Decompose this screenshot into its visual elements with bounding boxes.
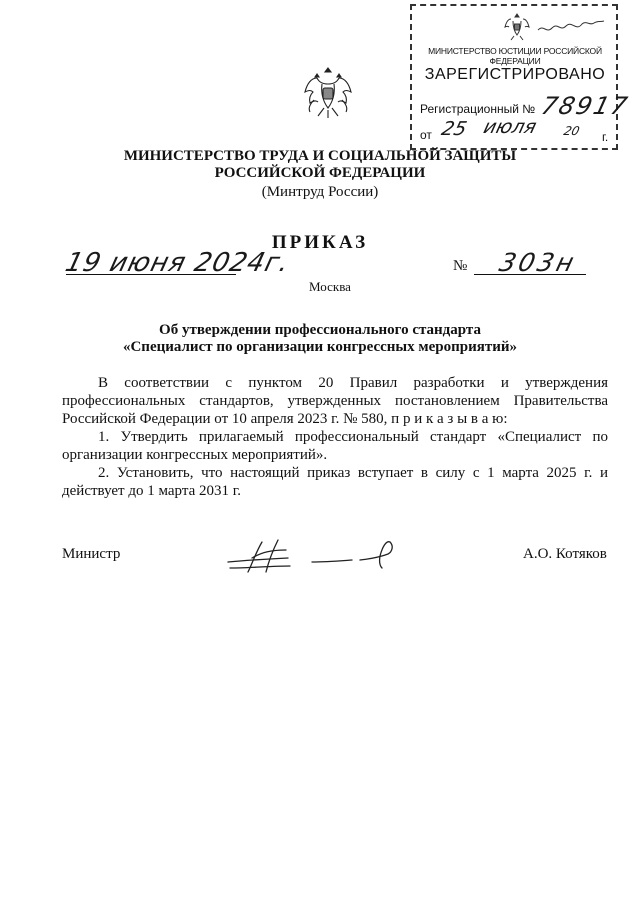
signer-title: Министр xyxy=(62,546,121,562)
stamp-emblem-icon xyxy=(504,12,530,42)
date-underline xyxy=(66,274,236,275)
city-label: Москва xyxy=(309,279,351,294)
subject-line2: «Специалист по организации конгрессных мероприятий» xyxy=(122,339,518,355)
stamp-date-day: 25 xyxy=(439,118,469,140)
ministry-name xyxy=(0,148,640,182)
document-type-title: ПРИКАЗ xyxy=(271,232,369,253)
number-sign: № xyxy=(453,258,468,274)
handwritten-signature xyxy=(222,536,402,576)
stamp-handwriting-mark xyxy=(536,20,606,36)
stamp-regno-value: 78917 xyxy=(538,92,632,120)
order-subject xyxy=(0,322,640,356)
stamp-regno-label: Регистрационный № xyxy=(420,102,536,116)
order-body xyxy=(62,374,608,500)
order-date-handwritten: 19 июня 2024г. xyxy=(62,248,293,278)
stamp-date-label: от xyxy=(420,128,432,142)
stamp-date-suffix: г. xyxy=(602,130,609,144)
body-paragraph-item-1: 1. Утвердить прилагаемый профессиональный стандарт «Специалист по организации конгрессных мероприятий». xyxy=(62,429,608,463)
registration-stamp xyxy=(410,4,632,150)
stamp-date-month: июля xyxy=(481,116,539,138)
stamp-date-year: 20 xyxy=(562,124,582,138)
ministry-name-line1: МИНИСТЕРСТВО ТРУДА И СОЦИАЛЬНОЙ ЗАЩИТЫ xyxy=(123,148,517,164)
signer-name: А.О. Котяков xyxy=(523,546,607,562)
stamp-ministry-name: МИНИСТЕРСТВО ЮСТИЦИИ РОССИЙСКОЙ ФЕДЕРАЦИИ xyxy=(428,46,602,66)
number-underline xyxy=(474,274,586,275)
subject-line1: Об утверждении профессионального стандарта xyxy=(159,322,481,338)
ministry-name-line2: РОССИЙСКОЙ ФЕДЕРАЦИИ xyxy=(214,165,426,181)
order-number-handwritten: 303н xyxy=(496,248,580,277)
ministry-short-name: (Минтруд России) xyxy=(261,184,379,200)
coat-of-arms-icon xyxy=(302,62,354,124)
body-paragraph-item-2: 2. Установить, что настоящий приказ вступает в силу с 1 марта 2025 г. и действует до 1 марта 2031 г. xyxy=(62,465,608,499)
stamp-registered-label: ЗАРЕГИСТРИРОВАНО xyxy=(424,66,606,83)
body-paragraph-preamble: В соответствии с пунктом 20 Правил разработки и утверждения профессиональных стандартов, утвержденных постановлением Правительства Российской Федерации от 10 апреля 2023 г. № 580, п р и к а з ы в а ю: xyxy=(62,375,608,427)
